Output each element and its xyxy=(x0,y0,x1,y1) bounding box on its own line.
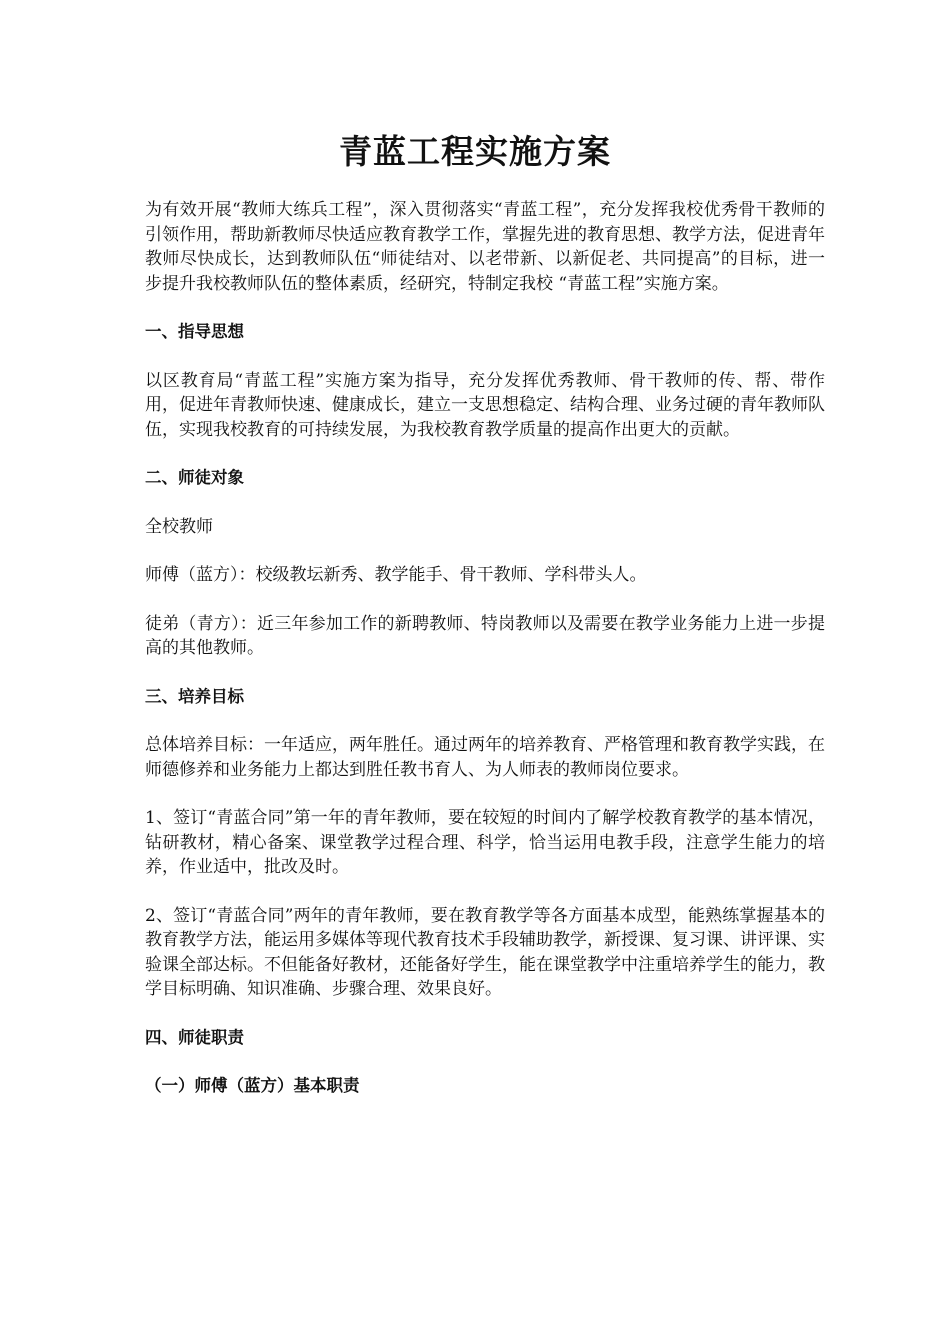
section-heading-training-goals: 三、培养目标 xyxy=(145,686,244,706)
participants-apprentices: 徒弟（青方）：近三年参加工作的新聘教师、特岗教师以及需要在教学业务能力上进一步提高的其他教师。 xyxy=(145,613,825,658)
participants-all-teachers: 全校教师 xyxy=(145,516,213,537)
section-heading-responsibilities: 四、师徒职责 xyxy=(145,1027,244,1047)
subheading-mentor-duties: （一）师傅（蓝方）基本职责 xyxy=(145,1076,360,1095)
document-body xyxy=(145,198,825,1123)
section-heading-guiding-ideology: 一、指导思想 xyxy=(145,322,244,341)
participants-mentors: 师傅（蓝方）：校级教坛新秀、教学能手、骨干教师、学科带头人。 xyxy=(145,565,647,585)
guiding-ideology-paragraph: 以区教育局“青蓝工程”实施方案为指导，充分发挥优秀教师、骨干教师的传、帮、带作用，促进年青教师快速、健康成长，建立一支思想稳定、结构合理、业务过硬的青年教师队伍，实现我校教育的可持续发展，为我校教育教学质量的提高作出更大的贡献。 xyxy=(145,370,825,440)
section-heading-participants: 二、师徒对象 xyxy=(145,468,244,487)
document-title: 青蓝工程实施方案 xyxy=(339,132,611,171)
training-goals-first-year: 1、签订“青蓝合同”第一年的青年教师，要在较短的时间内了解学校教育教学的基本情况，钻研教材，精心备案、课堂教学过程合理、科学，恰当运用电教手段，注意学生能力的培养，作业适中，批改及时。 xyxy=(145,808,825,877)
intro-paragraph: 为有效开展“教师大练兵工程”，深入贯彻落实“青蓝工程”，充分发挥我校优秀骨干教师的引领作用，帮助新教师尽快适应教育教学工作，掌握先进的教育思想、教学方法，促进青年教师尽快成长，达到教师队伍“师徒结对、以老带新、以新促老、共同提高”的目标，进一步提升我校教师队伍的整体素质，经研究，特制定我校 “青蓝工程”实施方案。 xyxy=(145,200,825,294)
training-goals-overall: 总体培养目标：一年适应，两年胜任。通过两年的培养教育、严格管理和教育教学实践，在师德修养和业务能力上都达到胜任教书育人、为人师表的教师岗位要求。 xyxy=(145,735,825,780)
training-goals-second-year: 2、签订“青蓝合同”两年的青年教师，要在教育教学等各方面基本成型，能熟练掌握基本的教育教学方法，能运用多媒体等现代教育技术手段辅助教学，新授课、复习课、讲评课、实验课全部达标。不但能备好教材，还能备好学生，能在课堂教学中注重培养学生的能力，教学目标明确、知识准确、步骤合理、效果良好。 xyxy=(145,905,825,999)
